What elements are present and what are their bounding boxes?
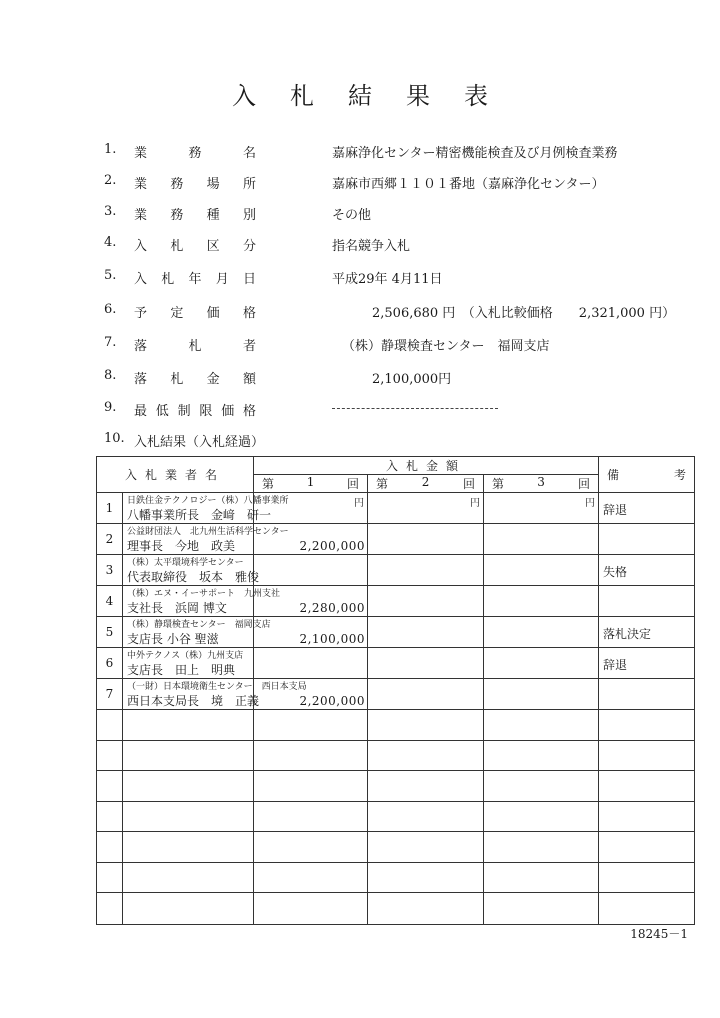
- page-number: 18245－1: [630, 927, 688, 941]
- item-number: 6.: [104, 302, 117, 317]
- yen-unit: 円: [585, 498, 596, 509]
- bid-amount-round-3: [484, 586, 599, 617]
- empty-cell: [599, 832, 695, 863]
- item-label: [134, 173, 256, 192]
- remark: [599, 524, 695, 555]
- empty-cell: [254, 801, 368, 832]
- empty-cell: [368, 832, 484, 863]
- empty-cell: [254, 710, 368, 741]
- item-number: 8.: [104, 368, 117, 383]
- bidder-representative: 理事長 今地 政美: [127, 539, 236, 553]
- bid-amount-round-2: [368, 648, 484, 679]
- yen-unit: 円: [354, 498, 365, 509]
- empty-cell: [97, 862, 123, 893]
- item-label-char: 業: [134, 208, 148, 223]
- bidder-name: [123, 586, 281, 617]
- bidder-representative: 代表取締役 坂本 雅俊: [127, 570, 260, 584]
- item-number: 3.: [104, 204, 117, 219]
- item-label-char: 予: [134, 306, 148, 321]
- bid-value: 2,200,000: [299, 539, 366, 553]
- item-label-char: 種: [206, 208, 220, 223]
- bid-amount-round-1: [254, 679, 368, 710]
- empty-cell: [599, 862, 695, 893]
- empty-cell: [368, 893, 484, 925]
- item-label-char: 格: [242, 306, 256, 321]
- empty-row: [97, 832, 695, 863]
- bid-amount-round-3: [484, 617, 599, 648]
- bidder-representative: 支社長 浜岡 博文: [127, 601, 227, 615]
- item-label-char: 入札結果（入札経過）: [134, 435, 265, 450]
- bid-amount-round-1: [254, 493, 368, 524]
- empty-cell: [123, 893, 254, 925]
- empty-cell: [123, 740, 254, 771]
- item-label-char: 金: [206, 372, 220, 387]
- empty-row: [97, 740, 695, 771]
- empty-cell: [484, 893, 599, 925]
- item-number: 1.: [104, 142, 117, 157]
- item-label-char: 札: [161, 272, 175, 287]
- item-label-char: 落: [134, 339, 148, 354]
- item-label: [134, 302, 256, 321]
- empty-cell: [97, 801, 123, 832]
- empty-cell: [97, 771, 123, 802]
- row-index: 4: [97, 586, 123, 617]
- row-index: 7: [97, 679, 123, 710]
- bid-amount-round-3: [484, 524, 599, 555]
- bid-amount-round-1: [254, 524, 368, 555]
- bid-value: 2,100,000: [299, 632, 366, 646]
- item-label-char: 入: [134, 272, 148, 287]
- empty-cell: [254, 862, 368, 893]
- remarks-header: 備 考: [599, 457, 695, 493]
- bidder-name: [123, 648, 254, 679]
- bidder-organization: （一財）日本環境衛生センター 西日本支局: [127, 682, 307, 692]
- empty-cell: [368, 740, 484, 771]
- empty-cell: [484, 832, 599, 863]
- empty-cell: [599, 710, 695, 741]
- item-label: [134, 431, 264, 450]
- item-label-char: 札: [188, 339, 202, 354]
- empty-cell: [484, 771, 599, 802]
- empty-cell: [368, 710, 484, 741]
- item-value: その他: [332, 208, 372, 223]
- bid-amount-round-2: [368, 617, 484, 648]
- bidder-representative: 西日本支局長 境 正義: [127, 694, 260, 708]
- item-value: 2,100,000円: [372, 372, 452, 387]
- table-row: [97, 648, 695, 679]
- remark: 辞退: [599, 648, 695, 679]
- item-label: [134, 142, 256, 161]
- bid-amount-round-3: [484, 493, 599, 524]
- table-row: [97, 555, 695, 586]
- bid-value: 2,200,000: [299, 694, 366, 708]
- item-number: 7.: [104, 335, 117, 350]
- empty-cell: [254, 893, 368, 925]
- item-label-char: 低: [155, 404, 169, 419]
- bidder-representative: 支店長 田上 明典: [127, 663, 236, 677]
- empty-row: [97, 801, 695, 832]
- bid-amount-round-2: [368, 586, 484, 617]
- bid-result-table: [96, 456, 695, 925]
- empty-cell: [484, 801, 599, 832]
- item-label-char: 務: [170, 208, 184, 223]
- empty-cell: [97, 832, 123, 863]
- page-title: 入札結果表: [232, 82, 522, 110]
- empty-cell: [123, 832, 254, 863]
- item-label-char: 価: [206, 306, 220, 321]
- empty-cell: [254, 771, 368, 802]
- item-label: [134, 368, 256, 387]
- bidder-organization: （株）太平環境科学センター: [127, 558, 244, 568]
- empty-cell: [368, 801, 484, 832]
- bidder-name: [123, 493, 289, 524]
- table-row: [97, 617, 695, 648]
- item-number: 5.: [104, 268, 117, 283]
- remark: [599, 679, 695, 710]
- item-label-char: 日: [242, 272, 256, 287]
- empty-cell: [599, 740, 695, 771]
- empty-cell: [123, 801, 254, 832]
- empty-cell: [123, 862, 254, 893]
- item-value: 嘉麻浄化センター精密機能検査及び月例検査業務: [332, 146, 618, 161]
- item-label-char: 定: [170, 306, 184, 321]
- item-value: （株）静環検査センター 福岡支店: [342, 339, 550, 354]
- bidder-organization: 公益財団法人 北九州生活科学センター: [127, 527, 289, 537]
- item-label-char: 業: [134, 177, 148, 192]
- item-label-char: 額: [242, 372, 256, 387]
- item-number: 10.: [104, 431, 125, 446]
- item-label-char: 限: [199, 404, 213, 419]
- bid-value: 2,280,000: [299, 601, 366, 615]
- item-label-char: 落: [134, 372, 148, 387]
- item-number: 4.: [104, 235, 117, 250]
- bidder-name: [123, 524, 289, 555]
- bidder-name: [123, 679, 307, 710]
- item-label-char: 月: [215, 272, 229, 287]
- item-label: [134, 204, 256, 223]
- empty-cell: [97, 893, 123, 925]
- item-label-char: 所: [242, 177, 256, 192]
- empty-row: [97, 862, 695, 893]
- item-label: [134, 335, 256, 354]
- table-row: [97, 524, 695, 555]
- empty-row: [97, 771, 695, 802]
- empty-cell: [254, 740, 368, 771]
- row-index: 3: [97, 555, 123, 586]
- row-index: 5: [97, 617, 123, 648]
- empty-cell: [97, 710, 123, 741]
- bid-amount-round-2: [368, 679, 484, 710]
- remark: [599, 586, 695, 617]
- empty-cell: [254, 832, 368, 863]
- bidder-organization: 日鉄住金テクノロジー（株）八幡事業所: [127, 496, 289, 506]
- item-value: 指名競争入札: [332, 239, 411, 254]
- empty-cell: [97, 740, 123, 771]
- bid-amount-round-2: [368, 555, 484, 586]
- item-value: 2,506,680 円 （入札比較価格 2,321,000 円）: [372, 306, 676, 321]
- item-label-char: 入: [134, 239, 148, 254]
- item-label-char: 業: [134, 146, 148, 161]
- item-value: 平成29年 4月11日: [332, 272, 443, 287]
- bidder-name: [123, 617, 271, 648]
- bid-amount-round-2: [368, 493, 484, 524]
- bid-amount-round-1: [254, 648, 368, 679]
- empty-row: [97, 710, 695, 741]
- item-label-char: 制: [177, 404, 191, 419]
- bidder-representative: 支店長 小谷 聖滋: [127, 632, 219, 646]
- empty-cell: [599, 771, 695, 802]
- empty-cell: [123, 771, 254, 802]
- item-value: [332, 400, 498, 415]
- remark: 辞退: [599, 493, 695, 524]
- blank-line: [332, 408, 498, 409]
- bidder-organization: （株）静環検査センター 福岡支店: [127, 620, 271, 630]
- item-label-char: 務: [170, 177, 184, 192]
- empty-cell: [484, 740, 599, 771]
- empty-cell: [484, 710, 599, 741]
- item-label-char: 場: [206, 177, 220, 192]
- item-label-char: 者: [242, 339, 256, 354]
- yen-unit: 円: [470, 498, 481, 509]
- item-label: [134, 235, 256, 254]
- bid-amount-round-1: [254, 555, 368, 586]
- item-label-char: 格: [242, 404, 256, 419]
- round-header-1: 第 1 回: [254, 475, 368, 493]
- bidder-header: 入札業者名: [97, 457, 254, 493]
- item-label-char: 札: [170, 239, 184, 254]
- empty-cell: [123, 710, 254, 741]
- bidder-organization: （株）エヌ・イーサポート 九州支社: [127, 589, 281, 599]
- item-label-char: 分: [242, 239, 256, 254]
- item-value: 嘉麻市西郷１１０１番地（嘉麻浄化センター）: [332, 177, 605, 192]
- empty-cell: [368, 771, 484, 802]
- row-index: 2: [97, 524, 123, 555]
- item-label-char: 名: [242, 146, 256, 161]
- bid-amount-round-2: [368, 524, 484, 555]
- empty-cell: [599, 801, 695, 832]
- table-row: [97, 493, 695, 524]
- row-index: 1: [97, 493, 123, 524]
- empty-cell: [368, 862, 484, 893]
- item-label-char: 札: [170, 372, 184, 387]
- round-header-2: 第 2 回: [368, 475, 484, 493]
- remark: 失格: [599, 555, 695, 586]
- table-row: [97, 679, 695, 710]
- table-row: [97, 586, 695, 617]
- bid-amount-round-3: [484, 648, 599, 679]
- bidder-representative: 八幡事業所長 金﨑 研一: [127, 508, 272, 522]
- bidder-name: [123, 555, 260, 586]
- bid-amount-round-1: [254, 586, 368, 617]
- round-header-3: 第 3 回: [484, 475, 599, 493]
- item-label-char: 年: [188, 272, 202, 287]
- bid-amount-round-1: [254, 617, 368, 648]
- empty-row: [97, 893, 695, 925]
- item-label: [134, 400, 256, 419]
- bidder-organization: 中外テクノス（株）九州支店: [127, 651, 244, 661]
- bid-amount-round-3: [484, 679, 599, 710]
- empty-cell: [599, 893, 695, 925]
- item-number: 2.: [104, 173, 117, 188]
- item-label-char: 価: [221, 404, 235, 419]
- remark: 落札決定: [599, 617, 695, 648]
- item-label: [134, 268, 256, 287]
- empty-cell: [484, 862, 599, 893]
- item-label-char: 最: [134, 404, 148, 419]
- bid-amount-round-3: [484, 555, 599, 586]
- item-label-char: 別: [242, 208, 256, 223]
- item-label-char: 区: [206, 239, 220, 254]
- item-label-char: 務: [188, 146, 202, 161]
- item-number: 9.: [104, 400, 117, 415]
- row-index: 6: [97, 648, 123, 679]
- amount-header: 入札金額: [254, 457, 599, 475]
